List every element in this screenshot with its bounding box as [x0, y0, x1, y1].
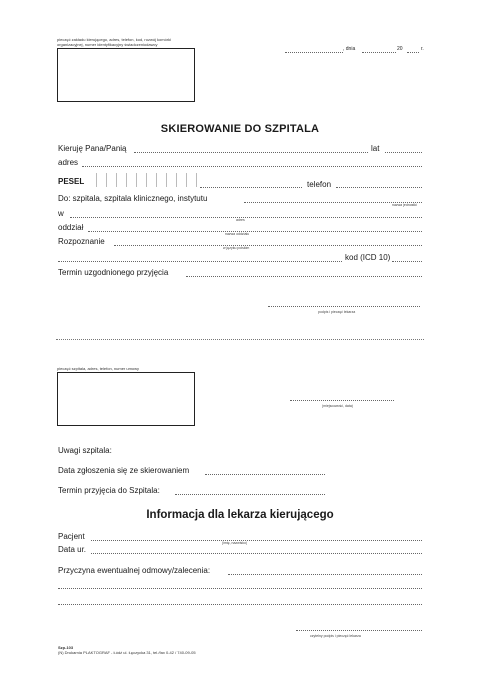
icd-label: kod (ICD 10) — [345, 253, 391, 262]
publisher-info: (N) Drukarnia PLAKTOGRAF - Łódź ul. Łęczycka 31, tel./fax 0-42 / 740-09-05 — [58, 650, 196, 655]
diagnosis-field[interactable] — [114, 245, 422, 246]
date-dots[interactable] — [362, 52, 396, 53]
pesel-label: PESEL — [58, 177, 85, 186]
phone-field[interactable] — [336, 187, 422, 188]
hospital-name-caption: nazwa jednostki — [392, 203, 417, 207]
report-date-field[interactable] — [205, 474, 325, 475]
pesel-dots[interactable] — [200, 187, 302, 188]
info-patient-field[interactable] — [91, 540, 422, 541]
place-dots[interactable] — [285, 52, 343, 53]
ward-field[interactable] — [88, 231, 422, 232]
section-divider — [56, 339, 424, 340]
hospital-remarks-label: Uwagi szpitala: — [58, 446, 112, 455]
report-date-label: Data zgłoszenia się ze skierowaniem — [58, 466, 190, 475]
age-label: lat — [371, 144, 380, 153]
hospital-place-date-field[interactable] — [290, 400, 394, 401]
year-dots[interactable] — [407, 52, 419, 53]
address-label: adres — [58, 158, 79, 167]
hospital-stamp-caption: pieczęć szpitala, adres, telefon, numer umowy — [57, 366, 140, 371]
patient-name-field[interactable] — [134, 152, 368, 153]
ward-caption: nazwa oddziału — [225, 232, 250, 236]
referrer-stamp-box — [57, 48, 195, 102]
admission-date-label: Termin przyjęcia do Szpitala: — [58, 486, 160, 495]
reason-field[interactable] — [228, 574, 422, 575]
city-caption: adres — [236, 218, 245, 222]
diagnosis-label: Rozpoznanie — [58, 237, 105, 246]
reason-label: Przyczyna ewentualnej odmowy/zalecenia: — [58, 566, 211, 575]
year-label: 20 — [397, 46, 403, 52]
agreed-date-label: Termin uzgodnionego przyjęcia — [58, 268, 169, 277]
hospital-stamp-box — [57, 372, 195, 426]
in-label: w — [58, 209, 64, 218]
stamp-caption: pieczęć zakładu kierującego, adres, telefon, kod, rozwój komórki organizacyjnej, numer identyfikacyjny świadczeniodawcy — [57, 37, 172, 47]
diagnosis-caption: w języku polskim — [223, 246, 250, 250]
referrer-signature-caption: podpis i pieczęć lekarza — [318, 310, 356, 314]
form-code: Szp-103 — [58, 645, 74, 650]
date-label: , dnia — [343, 46, 356, 52]
reason-line-2[interactable] — [58, 588, 422, 589]
ward-label: oddział — [58, 223, 84, 232]
address-field[interactable] — [82, 166, 422, 167]
agreed-date-field[interactable] — [186, 276, 422, 277]
patient-caption: (imię, nazwisko) — [222, 541, 248, 545]
patient-label: Kieruję Pana/Panią — [58, 144, 127, 153]
referrer-signature-field[interactable] — [268, 306, 420, 307]
age-field[interactable] — [385, 152, 422, 153]
form-title: SKIEROWANIE DO SZPITALA — [160, 123, 320, 135]
hospital-city-field[interactable] — [70, 217, 422, 218]
admission-date-field[interactable] — [175, 494, 325, 495]
dob-label: Data ur. — [58, 545, 87, 554]
phone-label: telefon — [307, 180, 332, 189]
reason-line-3[interactable] — [58, 604, 422, 605]
hospital-type-label: Do: szpitala, szpitala klinicznego, instytutu — [58, 194, 208, 203]
info-signature-field[interactable] — [296, 630, 422, 631]
place-date-caption: (miejscowość, data) — [322, 404, 353, 408]
icd-field[interactable] — [392, 261, 422, 262]
info-title: Informacja dla lekarza kierującego — [146, 509, 334, 521]
info-patient-label: Pacjent — [58, 532, 85, 541]
diagnosis-field-2[interactable] — [58, 261, 342, 262]
dob-field[interactable] — [91, 553, 422, 554]
info-signature-caption: czytelny podpis i pieczęć lekarza — [310, 634, 361, 638]
year-end-label: r. — [421, 46, 424, 52]
